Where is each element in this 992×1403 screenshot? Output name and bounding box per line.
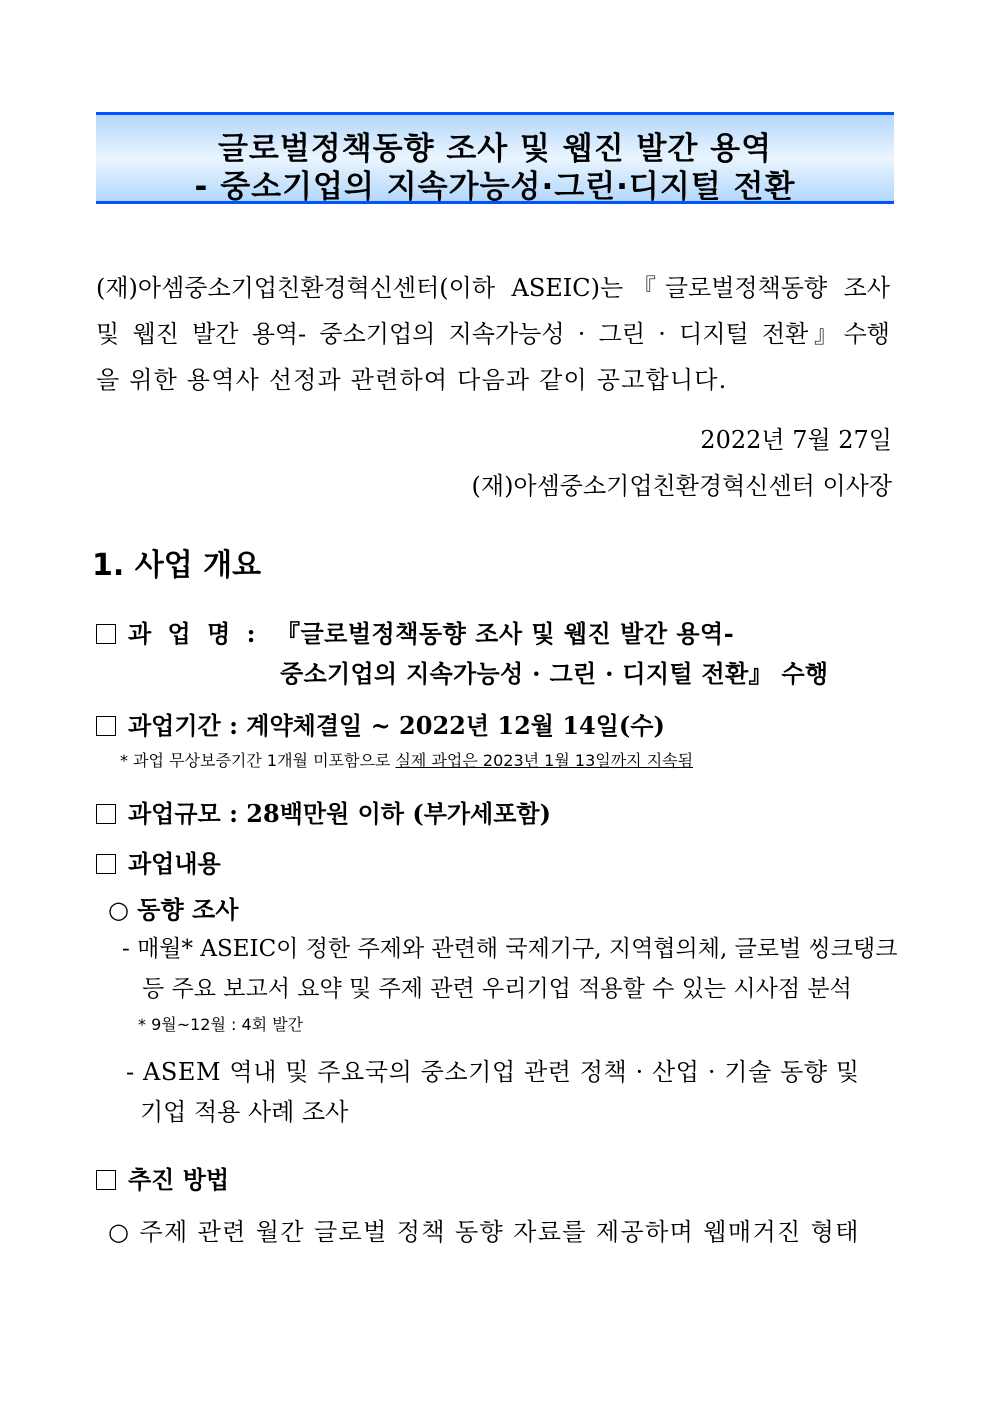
- title-line-1: 글로벌정책동향 조사 및 웹진 발간 용역: [217, 131, 773, 167]
- title-banner: [96, 112, 894, 204]
- project-name-row: [96, 614, 259, 649]
- project-name-line-2: 중소기업의 지속가능성 · 그린 · 디지털 전환』 수행: [280, 659, 829, 688]
- method-label: 추진 방법: [128, 1165, 230, 1194]
- trend-item-1-line-2: 등 주요 보고서 요약 및 주제 관련 우리기업 적용할 수 있는 시사점 분석: [142, 976, 852, 1002]
- intro-line-3: 을 위한 용역사 선정과 관련하여 다음과 같이 공고합니다.: [96, 366, 728, 394]
- trend-label: ○ 동향 조사: [108, 895, 239, 924]
- title-line-2: - 중소기업의 지속가능성·그린·디지털 전환: [194, 169, 796, 205]
- trend-item-1-note: * 9월~12월 : 4회 발간: [138, 1015, 304, 1034]
- method-item-1: ○ 주제 관련 월간 글로벌 정책 동향 자료를 제공하며 웹매거진 형태: [108, 1218, 860, 1246]
- checkbox-square-icon: [96, 804, 116, 824]
- period-note: [120, 748, 693, 771]
- intro-line-2: 및 웹진 발간 용역- 중소기업의 지속가능성 · 그린 · 디지털 전환』수행: [96, 320, 890, 348]
- intro-line-1: (재)아셈중소기업친환경혁신센터(이하 ASEIC)는『글로벌정책동향 조사: [96, 274, 890, 302]
- trend-item-1-line-1: - 매월* ASEIC이 정한 주제와 관련해 국제기구, 지역협의체, 글로벌 씽크탱크: [122, 936, 898, 962]
- announcement-date: 2022년 7월 27일: [700, 426, 892, 454]
- checkbox-square-icon: [96, 716, 116, 736]
- content-row: [96, 844, 221, 879]
- checkbox-square-icon: [96, 854, 116, 874]
- method-row: [96, 1160, 229, 1195]
- budget-row: [96, 794, 551, 829]
- project-name-label: 과 업 명 :: [128, 619, 260, 648]
- checkbox-square-icon: [96, 624, 116, 644]
- trend-item-2-line-1: - ASEM 역내 및 주요국의 중소기업 관련 정책 · 산업 · 기술 동향 및: [126, 1058, 860, 1086]
- checkbox-square-icon: [96, 1170, 116, 1190]
- period-note-prefix: * 과업 무상보증기간 1개월 미포함으로: [120, 751, 396, 770]
- period-row: [96, 706, 665, 741]
- content-label: 과업내용: [128, 849, 221, 878]
- period-note-underlined: 실제 과업은 2023년 1월 13일까지 지속됨: [395, 751, 694, 770]
- issuer-name: (재)아셈중소기업친환경혁신센터 이사장: [471, 472, 892, 500]
- project-name-line-1: 『글로벌정책동향 조사 및 웹진 발간 용역-: [276, 619, 735, 648]
- period-text: 과업기간 : 계약체결일 ~ 2022년 12월 14일(수): [128, 711, 665, 740]
- budget-text: 과업규모 : 28백만원 이하 (부가세포함): [128, 799, 551, 828]
- trend-item-2-line-2: 기업 적용 사례 조사: [140, 1098, 349, 1126]
- section-heading: 1. 사업 개요: [92, 548, 262, 583]
